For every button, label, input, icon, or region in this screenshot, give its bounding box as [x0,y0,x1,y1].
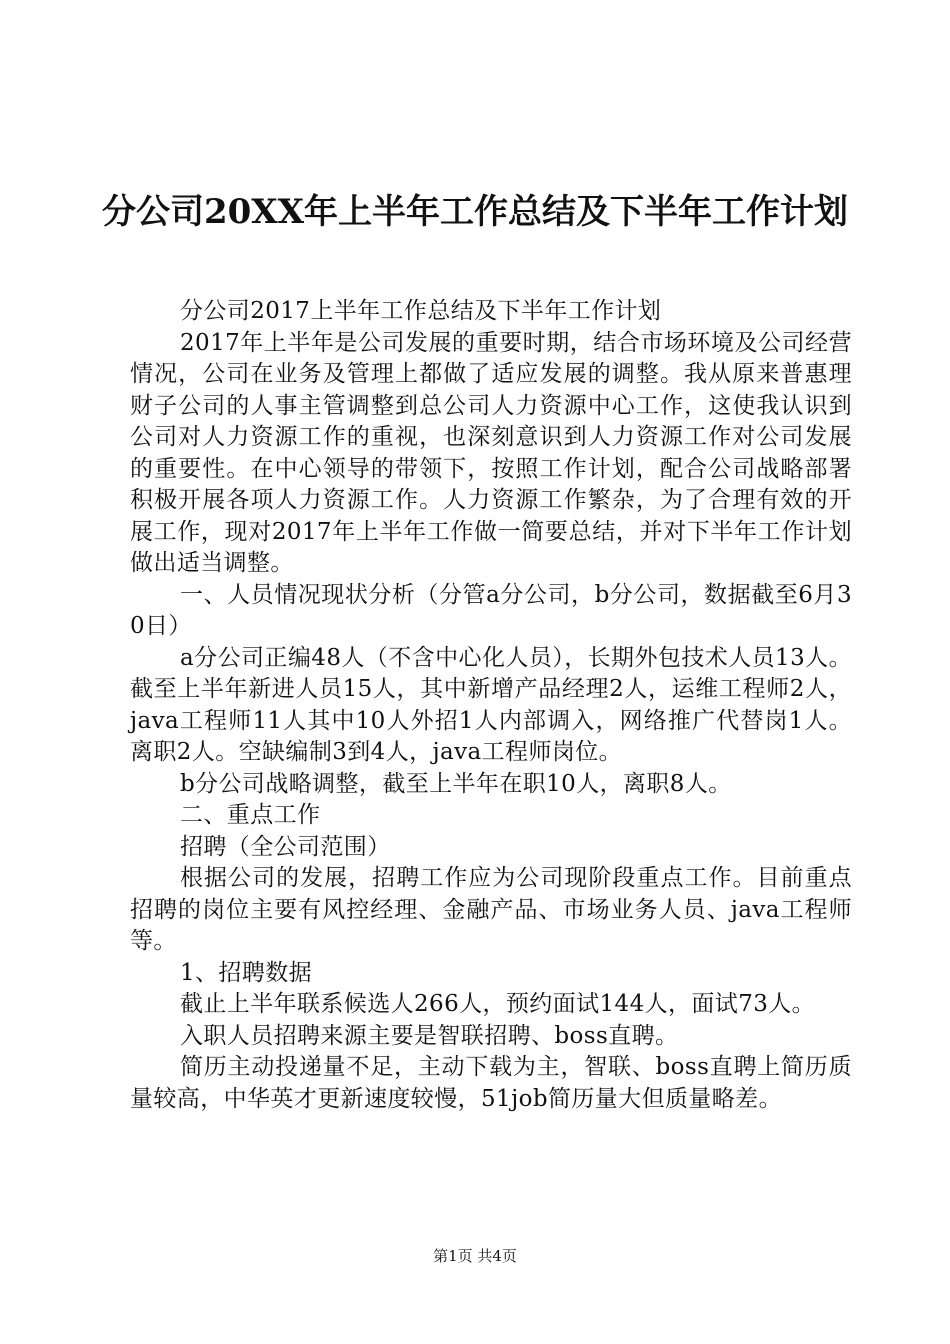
paragraph-recruitment-focus: 根据公司的发展，招聘工作应为公司现阶段重点工作。目前重点招聘的岗位主要有风控经理、金融产品、市场业务人员、java工程师等。 [130,865,852,954]
heading-recruitment-data: 1、招聘数据 [180,959,313,986]
document-title: 分公司20XX年上半年工作总结及下半年工作计划 [101,192,849,232]
paragraph-hiring-sources: 入职人员招聘来源主要是智联招聘、boss直聘。 [180,1022,679,1049]
paragraph-branch-a: a分公司正编48人（不含中心化人员），长期外包技术人员13人。截至上半年新进人员15人，其中新增产品经理2人，运维工程师2人，java工程师11人其中10人外招1人内部调入，网络推广代替岗1人。离职2人。空缺编制3到4人，java工程师岗位。 [130,644,852,765]
paragraph-branch-b: b分公司战略调整，截至上半年在职10人，离职8人。 [180,770,732,797]
heading-key-work: 二、重点工作 [180,802,321,828]
document-body [130,296,852,1115]
paragraph-intro: 2017年上半年是公司发展的重要时期，结合市场环境及公司经营情况，公司在业务及管理上都做了适应发展的调整。我从原来普惠理财子公司的人事主管调整到总公司人力资源中心工作，这使我认识到公司对人力资源工作的重视，也深刻意识到人力资源工作对公司发展的重要性。在中心领导的带领下，按照工作计划，配合公司战略部署积极开展各项人力资源工作。人力资源工作繁杂，为了合理有效的开展工作，现对2017年上半年工作做一简要总结，并对下半年工作计划做出适当调整。 [130,329,852,576]
heading-recruitment: 招聘（全公司范围） [180,833,391,860]
paragraph-subtitle: 分公司2017上半年工作总结及下半年工作计划 [180,298,662,324]
heading-staff-analysis: 一、人员情况现状分析（分管a分公司，b分公司，数据截至6月30日） [130,581,852,639]
paragraph-candidate-stats: 截止上半年联系候选人266人，预约面试144人，面试73人。 [180,991,816,1017]
paragraph-resume-quality: 简历主动投递量不足，主动下载为主，智联、boss直聘上简历质量较高，中华英才更新速度较慢，51job简历量大但质量略差。 [130,1054,852,1112]
page-footer: 第1页 共4页 [433,1247,517,1265]
